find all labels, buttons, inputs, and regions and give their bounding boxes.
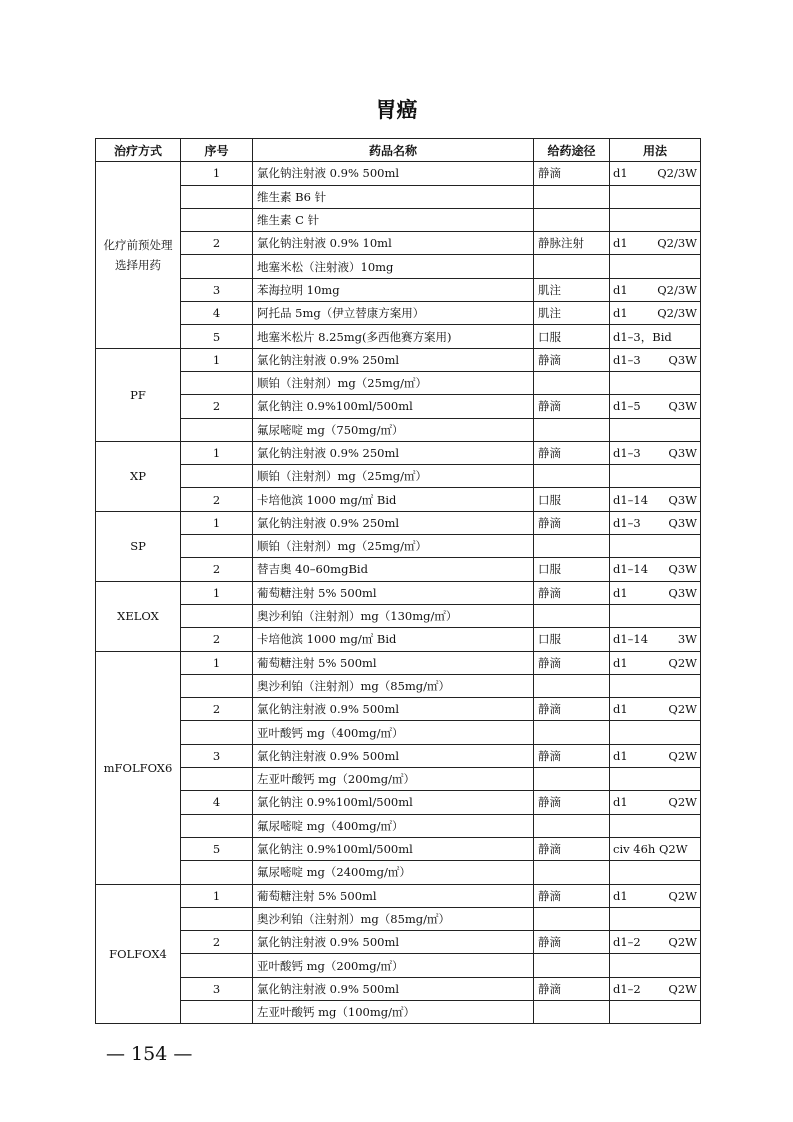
usage-days: d1–3 xyxy=(613,515,641,530)
sequence-number: 1 xyxy=(181,884,253,907)
table-row xyxy=(96,418,701,441)
drug-name: 亚叶酸钙 mg（400mg/㎡） xyxy=(253,721,534,744)
sequence-number: 2 xyxy=(181,558,253,581)
usage-cycle: Q2/3W xyxy=(657,236,697,251)
sequence-number xyxy=(181,674,253,697)
header-usage: 用法 xyxy=(610,139,701,162)
route: 静滴 xyxy=(534,698,610,721)
usage-cycle: Q3W xyxy=(668,492,697,507)
table-row xyxy=(96,721,701,744)
usage-days: d1–3 xyxy=(613,352,641,367)
sequence-number xyxy=(181,208,253,231)
usage-cycle: Q2W xyxy=(668,702,697,717)
sequence-number xyxy=(181,604,253,627)
usage-days: d1–14 xyxy=(613,492,649,507)
usage-cycle: Q2/3W xyxy=(657,166,697,181)
usage xyxy=(610,535,701,558)
route: 静滴 xyxy=(534,791,610,814)
usage-cycle: Q3W xyxy=(668,352,697,367)
usage-wrap xyxy=(613,166,697,180)
drug-name: 替吉奥 40–60mgBid xyxy=(253,558,534,581)
usage-cycle: Q3W xyxy=(668,585,697,600)
usage-cycle: Q2W xyxy=(668,981,697,996)
drug-name: 氯化钠注射液 0.9% 500ml xyxy=(253,162,534,185)
treatment-group-cell xyxy=(96,884,181,1024)
usage-days: d1–3 xyxy=(613,446,641,460)
drug-name: 氯化钠注 0.9%100ml/500ml xyxy=(253,791,534,814)
drug-name: 奥沙利铂（注射剂）mg（85mg/㎡） xyxy=(253,674,534,697)
treatment-group-name: XELOX xyxy=(117,609,159,624)
header-number: 序号 xyxy=(181,139,253,162)
usage-days: d1 xyxy=(613,702,628,717)
route: 静脉注射 xyxy=(534,232,610,255)
treatment-group-cell xyxy=(96,581,181,651)
usage-days: d1 xyxy=(613,795,628,810)
sequence-number xyxy=(181,535,253,558)
table-row xyxy=(96,744,701,767)
treatment-group-cell xyxy=(96,441,181,511)
table-row xyxy=(96,255,701,278)
drug-name: 氯化钠注射液 0.9% 250ml xyxy=(253,348,534,371)
usage-wrap xyxy=(613,516,697,530)
route: 静滴 xyxy=(534,931,610,954)
table-row xyxy=(96,348,701,371)
usage xyxy=(610,698,701,721)
route xyxy=(534,814,610,837)
drug-name: 卡培他滨 1000 mg/㎡ Bid xyxy=(253,488,534,511)
drug-name: 地塞米松片 8.25mg(多西他赛方案用) xyxy=(253,325,534,348)
drug-name: 顺铂（注射剂）mg（25mg/㎡） xyxy=(253,465,534,488)
page-number: — 154 — xyxy=(106,1043,193,1065)
drug-name: 阿托品 5mg（伊立替康方案用） xyxy=(253,302,534,325)
drug-name: 地塞米松（注射液）10mg xyxy=(253,255,534,278)
sequence-number xyxy=(181,371,253,394)
table-body xyxy=(96,162,701,1024)
treatment-group-name: mFOLFOX6 xyxy=(103,760,173,775)
usage-wrap xyxy=(613,656,697,670)
usage xyxy=(610,674,701,697)
drug-name: 氯化钠注射液 0.9% 500ml xyxy=(253,744,534,767)
usage xyxy=(610,628,701,651)
treatment-group-cell xyxy=(96,348,181,441)
usage-cycle: Q3W xyxy=(668,562,697,577)
table-row xyxy=(96,511,701,534)
sequence-number xyxy=(181,465,253,488)
drug-name: 左亚叶酸钙 mg（100mg/㎡） xyxy=(253,1000,534,1023)
table-row xyxy=(96,162,701,185)
sequence-number: 3 xyxy=(181,977,253,1000)
drug-name: 维生素 C 针 xyxy=(253,208,534,231)
sequence-number: 2 xyxy=(181,395,253,418)
route: 静滴 xyxy=(534,744,610,767)
table-row xyxy=(96,465,701,488)
usage xyxy=(610,744,701,767)
usage-wrap xyxy=(613,586,697,600)
usage-cycle: Q2W xyxy=(668,888,697,903)
route xyxy=(534,535,610,558)
sequence-number xyxy=(181,721,253,744)
usage-days: d1–14 xyxy=(613,562,649,577)
table-row xyxy=(96,325,701,348)
sequence-number: 2 xyxy=(181,628,253,651)
route: 静滴 xyxy=(534,884,610,907)
drug-name: 苯海拉明 10mg xyxy=(253,278,534,301)
drug-name: 亚叶酸钙 mg（200mg/㎡） xyxy=(253,954,534,977)
usage xyxy=(610,418,701,441)
sequence-number: 5 xyxy=(181,837,253,860)
table-row xyxy=(96,674,701,697)
table-header-row xyxy=(96,139,701,162)
route: 静滴 xyxy=(534,581,610,604)
usage xyxy=(610,325,701,348)
usage xyxy=(610,884,701,907)
drug-name: 氯化钠注射液 0.9% 10ml xyxy=(253,232,534,255)
sequence-number: 2 xyxy=(181,698,253,721)
sequence-number: 2 xyxy=(181,232,253,255)
usage-wrap xyxy=(613,889,697,903)
usage-wrap xyxy=(613,562,697,576)
table-row xyxy=(96,814,701,837)
header-drug-name: 药品名称 xyxy=(253,139,534,162)
usage-days: civ 46h Q2W xyxy=(613,842,688,857)
route: 静滴 xyxy=(534,837,610,860)
usage-wrap xyxy=(613,702,697,716)
usage xyxy=(610,558,701,581)
usage-wrap xyxy=(613,329,697,345)
route xyxy=(534,907,610,930)
route xyxy=(534,1000,610,1023)
usage-days: d1–2 xyxy=(613,935,641,950)
route xyxy=(534,721,610,744)
route: 静滴 xyxy=(534,162,610,185)
usage xyxy=(610,488,701,511)
usage-days: d1–14 xyxy=(613,632,649,647)
table-row xyxy=(96,977,701,1000)
usage xyxy=(610,465,701,488)
usage-cycle: Q3W xyxy=(668,446,697,460)
usage xyxy=(610,581,701,604)
usage-days: d1–3，Bid xyxy=(613,329,672,344)
route: 静滴 xyxy=(534,395,610,418)
sequence-number: 1 xyxy=(181,348,253,371)
table-row xyxy=(96,232,701,255)
table-row xyxy=(96,651,701,674)
route xyxy=(534,465,610,488)
usage-cycle: Q2W xyxy=(668,795,697,810)
usage-wrap xyxy=(613,795,697,809)
route xyxy=(534,255,610,278)
drug-name: 氟尿嘧啶 mg（750mg/㎡） xyxy=(253,418,534,441)
usage xyxy=(610,255,701,278)
route xyxy=(534,185,610,208)
drug-name: 葡萄糖注射 5% 500ml xyxy=(253,651,534,674)
drug-name: 氯化钠注 0.9%100ml/500ml xyxy=(253,837,534,860)
usage-days: d1 xyxy=(613,748,628,763)
page-title: 胃癌 xyxy=(375,98,418,122)
usage xyxy=(610,931,701,954)
usage xyxy=(610,721,701,744)
sequence-number: 1 xyxy=(181,581,253,604)
table-row xyxy=(96,604,701,627)
drug-name: 顺铂（注射剂）mg（25mg/㎡） xyxy=(253,535,534,558)
route xyxy=(534,768,610,791)
header-route: 给药途径 xyxy=(534,139,610,162)
drug-name: 氟尿嘧啶 mg（2400mg/㎡） xyxy=(253,861,534,884)
drug-name: 葡萄糖注射 5% 500ml xyxy=(253,581,534,604)
table-row xyxy=(96,884,701,907)
usage xyxy=(610,837,701,860)
usage-days: d1–2 xyxy=(613,981,641,996)
usage xyxy=(610,791,701,814)
treatment-group-cell xyxy=(96,511,181,581)
usage-days: d1 xyxy=(613,306,628,321)
table-row xyxy=(96,791,701,814)
sequence-number: 1 xyxy=(181,651,253,674)
usage-cycle: Q2W xyxy=(668,655,697,670)
drug-name: 顺铂（注射剂）mg（25mg/㎡） xyxy=(253,371,534,394)
table-row xyxy=(96,931,701,954)
usage-days: d1 xyxy=(613,585,628,600)
usage-cycle: Q2W xyxy=(668,748,697,763)
treatment-group-name: XP xyxy=(130,469,146,484)
route: 静滴 xyxy=(534,348,610,371)
route xyxy=(534,418,610,441)
usage xyxy=(610,208,701,231)
drug-name: 奥沙利铂（注射剂）mg（85mg/㎡） xyxy=(253,907,534,930)
sequence-number xyxy=(181,1000,253,1023)
route: 口服 xyxy=(534,558,610,581)
usage-wrap xyxy=(613,446,697,460)
usage xyxy=(610,185,701,208)
sequence-number xyxy=(181,418,253,441)
table-row xyxy=(96,441,701,464)
table-row xyxy=(96,488,701,511)
route: 肌注 xyxy=(534,278,610,301)
sequence-number xyxy=(181,954,253,977)
drug-name: 氯化钠注射液 0.9% 250ml xyxy=(253,441,534,464)
table-row xyxy=(96,698,701,721)
usage xyxy=(610,511,701,534)
drug-name: 奥沙利铂（注射剂）mg（130mg/㎡） xyxy=(253,604,534,627)
route xyxy=(534,208,610,231)
usage xyxy=(610,371,701,394)
route xyxy=(534,604,610,627)
drug-name: 葡萄糖注射 5% 500ml xyxy=(253,884,534,907)
usage-days: d1 xyxy=(613,166,628,181)
usage-wrap xyxy=(613,236,697,250)
treatment-group-name: PF xyxy=(130,387,146,402)
usage xyxy=(610,395,701,418)
usage-wrap xyxy=(613,283,697,297)
usage-cycle: Q2W xyxy=(668,935,697,950)
drug-name: 氯化钠注射液 0.9% 250ml xyxy=(253,511,534,534)
sequence-number: 4 xyxy=(181,302,253,325)
table-row xyxy=(96,628,701,651)
route: 肌注 xyxy=(534,302,610,325)
table-row xyxy=(96,302,701,325)
header-treatment: 治疗方式 xyxy=(96,139,181,162)
table-row xyxy=(96,185,701,208)
drug-name: 氯化钠注射液 0.9% 500ml xyxy=(253,698,534,721)
drug-name: 氟尿嘧啶 mg（400mg/㎡） xyxy=(253,814,534,837)
sequence-number: 1 xyxy=(181,511,253,534)
route: 口服 xyxy=(534,325,610,348)
table-row xyxy=(96,1000,701,1023)
table-row xyxy=(96,768,701,791)
usage-wrap xyxy=(613,306,697,320)
regimen-table xyxy=(95,138,701,1024)
usage xyxy=(610,348,701,371)
drug-name: 卡培他滨 1000 mg/㎡ Bid xyxy=(253,628,534,651)
usage-wrap xyxy=(613,842,697,856)
treatment-group-name: 选择用药 xyxy=(115,257,161,272)
usage xyxy=(610,977,701,1000)
sequence-number xyxy=(181,255,253,278)
usage xyxy=(610,162,701,185)
route: 静滴 xyxy=(534,977,610,1000)
sequence-number xyxy=(181,861,253,884)
usage xyxy=(610,768,701,791)
usage xyxy=(610,604,701,627)
usage-cycle: Q2/3W xyxy=(657,282,697,297)
sequence-number: 2 xyxy=(181,488,253,511)
route: 静滴 xyxy=(534,511,610,534)
usage xyxy=(610,278,701,301)
sequence-number: 2 xyxy=(181,931,253,954)
table-row xyxy=(96,558,701,581)
usage-wrap xyxy=(613,399,697,413)
table-row xyxy=(96,907,701,930)
sequence-number xyxy=(181,907,253,930)
usage xyxy=(610,954,701,977)
usage-days: d1 xyxy=(613,236,628,251)
usage xyxy=(610,861,701,884)
sequence-number: 3 xyxy=(181,278,253,301)
usage xyxy=(610,302,701,325)
drug-name: 氯化钠注射液 0.9% 500ml xyxy=(253,977,534,1000)
usage-days: d1 xyxy=(613,888,628,903)
table-row xyxy=(96,278,701,301)
table-row xyxy=(96,535,701,558)
usage-cycle: 3W xyxy=(677,632,697,647)
treatment-group-cell xyxy=(96,162,181,348)
route xyxy=(534,371,610,394)
route: 口服 xyxy=(534,628,610,651)
table-row xyxy=(96,371,701,394)
sequence-number: 4 xyxy=(181,791,253,814)
usage xyxy=(610,232,701,255)
usage-wrap xyxy=(613,493,697,507)
usage-days: d1 xyxy=(613,282,628,297)
usage-wrap xyxy=(613,632,697,646)
treatment-group-cell xyxy=(96,651,181,884)
usage-wrap xyxy=(613,353,697,367)
table-row xyxy=(96,837,701,860)
usage xyxy=(610,441,701,464)
drug-name: 左亚叶酸钙 mg（200mg/㎡） xyxy=(253,768,534,791)
route: 静滴 xyxy=(534,651,610,674)
usage-cycle: Q3W xyxy=(668,399,697,414)
usage xyxy=(610,1000,701,1023)
usage-days: d1 xyxy=(613,655,628,670)
table-row xyxy=(96,395,701,418)
sequence-number xyxy=(181,185,253,208)
drug-name: 维生素 B6 针 xyxy=(253,185,534,208)
treatment-group-name: FOLFOX4 xyxy=(109,946,167,961)
sequence-number: 1 xyxy=(181,441,253,464)
treatment-group-name: 化疗前预处理 xyxy=(103,237,173,252)
table-row xyxy=(96,861,701,884)
treatment-group-name: SP xyxy=(130,539,146,554)
drug-name: 氯化钠注射液 0.9% 500ml xyxy=(253,931,534,954)
usage-wrap xyxy=(613,982,697,996)
usage xyxy=(610,651,701,674)
usage xyxy=(610,814,701,837)
usage-wrap xyxy=(613,749,697,763)
route xyxy=(534,861,610,884)
table-row xyxy=(96,208,701,231)
table-row xyxy=(96,954,701,977)
drug-name: 氯化钠注 0.9%100ml/500ml xyxy=(253,395,534,418)
route: 静滴 xyxy=(534,441,610,464)
sequence-number xyxy=(181,768,253,791)
route xyxy=(534,954,610,977)
usage-wrap xyxy=(613,935,697,949)
route xyxy=(534,674,610,697)
sequence-number: 1 xyxy=(181,162,253,185)
table-row xyxy=(96,581,701,604)
sequence-number: 3 xyxy=(181,744,253,767)
usage-cycle: Q3W xyxy=(668,515,697,530)
usage-cycle: Q2/3W xyxy=(657,306,697,321)
usage xyxy=(610,907,701,930)
route: 口服 xyxy=(534,488,610,511)
usage-days: d1–5 xyxy=(613,399,641,414)
sequence-number xyxy=(181,814,253,837)
sequence-number: 5 xyxy=(181,325,253,348)
